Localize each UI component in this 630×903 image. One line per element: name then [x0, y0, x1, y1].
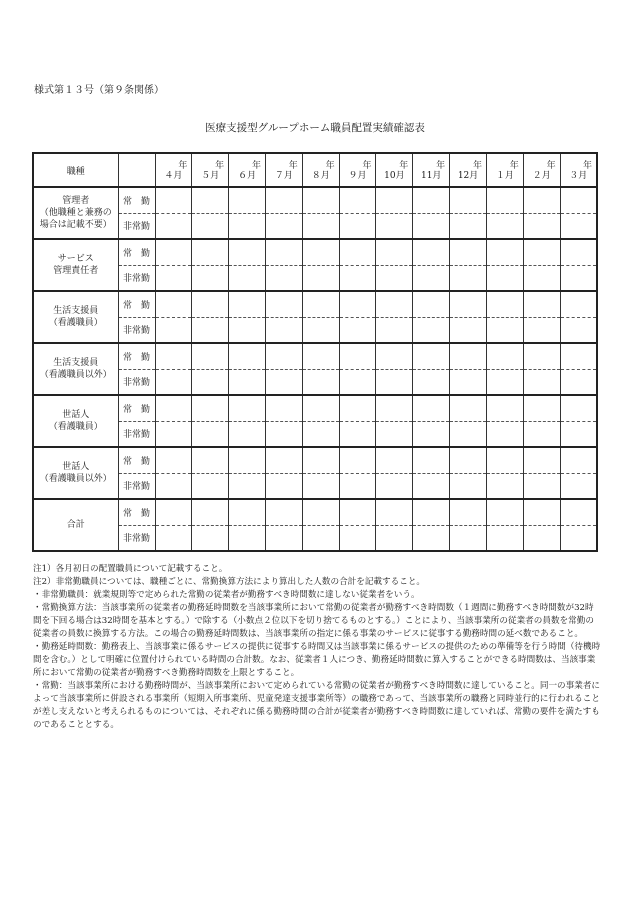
employment-full: 常 勤 — [118, 239, 155, 265]
entry-cell[interactable] — [450, 421, 487, 447]
entry-cell[interactable] — [413, 525, 450, 551]
entry-cell[interactable] — [229, 265, 266, 291]
month-label: 11月 — [420, 171, 442, 181]
role-line: 生活支援員 — [53, 305, 99, 316]
entry-cell[interactable] — [192, 239, 229, 265]
entry-cell[interactable] — [155, 187, 192, 213]
entry-cell[interactable] — [155, 343, 192, 369]
entry-cell[interactable] — [486, 369, 523, 395]
entry-cell[interactable] — [155, 395, 192, 421]
entry-cell[interactable] — [302, 447, 339, 473]
entry-cell[interactable] — [486, 317, 523, 343]
entry-cell[interactable] — [192, 369, 229, 395]
entry-cell[interactable] — [302, 395, 339, 421]
entry-cell[interactable] — [302, 525, 339, 551]
entry-cell[interactable] — [229, 343, 266, 369]
month-header — [376, 153, 413, 187]
entry-cell[interactable] — [229, 473, 266, 499]
entry-cell[interactable] — [265, 213, 302, 239]
month-header — [339, 153, 376, 187]
entry-cell[interactable] — [523, 447, 560, 473]
entry-cell[interactable] — [450, 187, 487, 213]
role-line: （看護職員） — [48, 318, 103, 328]
month-label: 10月 — [384, 171, 405, 181]
entry-cell[interactable] — [302, 213, 339, 239]
entry-cell[interactable] — [560, 187, 597, 213]
entry-cell[interactable] — [265, 499, 302, 525]
entry-cell[interactable] — [413, 447, 450, 473]
employment-part: 非常勤 — [118, 265, 155, 291]
entry-cell[interactable] — [523, 473, 560, 499]
entry-cell[interactable] — [265, 525, 302, 551]
year-label: 年 — [436, 161, 446, 171]
entry-cell[interactable] — [302, 369, 339, 395]
entry-cell[interactable] — [302, 499, 339, 525]
entry-cell[interactable] — [450, 343, 487, 369]
entry-cell[interactable] — [560, 369, 597, 395]
entry-cell[interactable] — [413, 187, 450, 213]
entry-cell[interactable] — [302, 239, 339, 265]
entry-cell[interactable] — [450, 291, 487, 317]
entry-cell[interactable] — [229, 291, 266, 317]
entry-cell[interactable] — [450, 369, 487, 395]
entry-cell[interactable] — [229, 395, 266, 421]
entry-cell[interactable] — [450, 525, 487, 551]
entry-cell[interactable] — [265, 291, 302, 317]
entry-cell[interactable] — [450, 239, 487, 265]
employment-part: 非常勤 — [118, 473, 155, 499]
entry-cell[interactable] — [265, 317, 302, 343]
entry-cell[interactable] — [560, 213, 597, 239]
entry-cell[interactable] — [339, 343, 376, 369]
role-label — [33, 343, 118, 395]
month-label: ６月 — [238, 171, 257, 181]
entry-cell[interactable] — [376, 317, 413, 343]
entry-cell[interactable] — [302, 291, 339, 317]
entry-cell[interactable] — [155, 421, 192, 447]
entry-cell[interactable] — [229, 447, 266, 473]
entry-cell[interactable] — [192, 317, 229, 343]
employment-full: 常 勤 — [118, 447, 155, 473]
month-header — [486, 153, 523, 187]
note-line: ・勤務延時間数：勤務表上、当該事業に係るサービスの提供に従事する時間又は当該事業に係るサービスの提供のための準備等を行う時間（待機時間を含む。）として明確に位置付けられている時間の合計数。なお、従業者１人につき、勤務延時間数に算入することができる時間数は、当該事業所において常勤の従業者が勤務すべき勤務時間数を上限とすること。 — [33, 642, 601, 678]
entry-cell[interactable] — [339, 369, 376, 395]
entry-cell[interactable] — [486, 525, 523, 551]
note-line: ・常勤：当該事業所における勤務時間が、当該事業所において定められている常勤の従業者が勤務すべき時間数に達していること。同一の事業者によって当該事業所に併設される事業所（短期入所事業所、児童発達支援事業所等）の職務であって、当該事業所の職務と同時並行的に行われることが差し支えないと考えられるものについては、それぞれに係る勤務時間の合計が従業者が勤務すべき時間数に達していれば、常勤の要件を満たすものであることとする。 — [33, 681, 601, 730]
entry-cell[interactable] — [486, 473, 523, 499]
entry-cell[interactable] — [560, 239, 597, 265]
entry-cell[interactable] — [155, 317, 192, 343]
entry-cell[interactable] — [265, 447, 302, 473]
entry-cell[interactable] — [339, 265, 376, 291]
entry-cell[interactable] — [265, 395, 302, 421]
month-label: ７月 — [274, 171, 293, 181]
entry-cell[interactable] — [339, 317, 376, 343]
entry-cell[interactable] — [560, 317, 597, 343]
role-line: 生活支援員 — [53, 357, 99, 368]
entry-cell[interactable] — [302, 473, 339, 499]
year-label: 年 — [288, 161, 298, 171]
entry-cell[interactable] — [229, 317, 266, 343]
entry-cell[interactable] — [192, 499, 229, 525]
year-label: 年 — [399, 161, 409, 171]
role-line: 場合は記載不要） — [39, 220, 112, 231]
year-label: 年 — [325, 161, 335, 171]
entry-cell[interactable] — [523, 239, 560, 265]
employment-part: 非常勤 — [118, 369, 155, 395]
entry-cell[interactable] — [560, 343, 597, 369]
entry-cell[interactable] — [523, 187, 560, 213]
entry-cell[interactable] — [155, 499, 192, 525]
month-label: 12月 — [457, 171, 479, 181]
year-label: 年 — [546, 161, 556, 171]
entry-cell[interactable] — [376, 525, 413, 551]
entry-cell[interactable] — [229, 213, 266, 239]
entry-cell[interactable] — [229, 421, 266, 447]
entry-cell[interactable] — [413, 291, 450, 317]
entry-cell[interactable] — [339, 187, 376, 213]
year-label: 年 — [509, 161, 519, 171]
entry-cell[interactable] — [155, 525, 192, 551]
month-header — [265, 153, 302, 187]
note-line: ・常勤換算方法：当該事業所の従業者の勤務延時間数を当該事業所において常勤の従業者が勤務すべき時間数（１週間に勤務すべき時間数が32時間を下回る場合は32時間を基本とする。）で除する（小数点２位以下を切り捨てるものとする。）ことにより、当該事業所の従業者の員数を常勤の従業者の員数に換算する方法。この場合の勤務延時間数は、当該事業所の指定に係る事業のサービスに従事する勤務時間の延べ数であること。 — [33, 603, 594, 639]
notes-section — [33, 563, 601, 732]
form-number: 様式第１３号（第９条関係） — [34, 85, 164, 96]
entry-cell[interactable] — [192, 447, 229, 473]
month-header — [523, 153, 560, 187]
role-label — [33, 447, 118, 499]
entry-cell[interactable] — [265, 473, 302, 499]
entry-cell[interactable] — [450, 317, 487, 343]
month-header — [302, 153, 339, 187]
entry-cell[interactable] — [413, 317, 450, 343]
entry-cell[interactable] — [413, 239, 450, 265]
entry-cell[interactable] — [413, 473, 450, 499]
entry-cell[interactable] — [229, 239, 266, 265]
entry-cell[interactable] — [450, 473, 487, 499]
entry-cell[interactable] — [486, 499, 523, 525]
entry-cell[interactable] — [376, 291, 413, 317]
entry-cell[interactable] — [229, 187, 266, 213]
entry-cell[interactable] — [486, 291, 523, 317]
entry-cell[interactable] — [376, 499, 413, 525]
note-line: ・非常勤職員：就業規則等で定められた常勤の従業者が勤務すべき時間数に達しない従業者をいう。 — [33, 590, 420, 600]
role-label — [33, 499, 118, 551]
entry-cell[interactable] — [192, 473, 229, 499]
note-line: 注1）各月初日の配置職員について記載すること。 — [33, 564, 228, 574]
entry-cell[interactable] — [560, 265, 597, 291]
entry-cell[interactable] — [155, 369, 192, 395]
role-line: 合計 — [66, 519, 85, 530]
entry-cell[interactable] — [192, 343, 229, 369]
entry-cell[interactable] — [265, 265, 302, 291]
month-header — [450, 153, 487, 187]
entry-cell[interactable] — [339, 213, 376, 239]
entry-cell[interactable] — [486, 421, 523, 447]
entry-cell[interactable] — [229, 499, 266, 525]
entry-cell[interactable] — [155, 447, 192, 473]
month-label: ９月 — [348, 171, 367, 181]
entry-cell[interactable] — [523, 213, 560, 239]
entry-cell[interactable] — [339, 291, 376, 317]
entry-cell[interactable] — [376, 447, 413, 473]
month-label: ３月 — [569, 171, 588, 181]
entry-cell[interactable] — [486, 265, 523, 291]
role-line: （他職種と兼務の — [39, 207, 112, 218]
entry-cell[interactable] — [376, 187, 413, 213]
role-line: （看護職員以外） — [39, 370, 112, 380]
entry-cell[interactable] — [302, 187, 339, 213]
role-line: （看護職員） — [48, 422, 103, 432]
role-label — [33, 239, 118, 291]
entry-cell[interactable] — [339, 421, 376, 447]
entry-cell[interactable] — [486, 213, 523, 239]
entry-cell[interactable] — [413, 369, 450, 395]
entry-cell[interactable] — [265, 369, 302, 395]
entry-cell[interactable] — [155, 265, 192, 291]
entry-cell[interactable] — [413, 421, 450, 447]
entry-cell[interactable] — [523, 499, 560, 525]
document-title: 医療支援型グループホーム職員配置実績確認表 — [205, 122, 425, 134]
entry-cell[interactable] — [523, 421, 560, 447]
entry-cell[interactable] — [560, 447, 597, 473]
entry-cell[interactable] — [192, 421, 229, 447]
entry-cell[interactable] — [523, 369, 560, 395]
entry-cell[interactable] — [339, 499, 376, 525]
entry-cell[interactable] — [339, 473, 376, 499]
employment-part: 非常勤 — [118, 421, 155, 447]
entry-cell[interactable] — [560, 395, 597, 421]
role-line: 管理者 — [62, 195, 90, 206]
entry-cell[interactable] — [413, 395, 450, 421]
entry-cell[interactable] — [376, 213, 413, 239]
entry-cell[interactable] — [302, 421, 339, 447]
year-label: 年 — [178, 161, 188, 171]
month-header — [155, 153, 192, 187]
entry-cell[interactable] — [192, 213, 229, 239]
entry-cell[interactable] — [192, 187, 229, 213]
year-label: 年 — [362, 161, 372, 171]
year-label: 年 — [251, 161, 261, 171]
entry-cell[interactable] — [376, 421, 413, 447]
entry-cell[interactable] — [302, 343, 339, 369]
entry-cell[interactable] — [450, 213, 487, 239]
month-header — [192, 153, 229, 187]
entry-cell[interactable] — [413, 499, 450, 525]
header-spacer — [118, 153, 155, 187]
entry-cell[interactable] — [192, 525, 229, 551]
staffing-table — [32, 152, 598, 552]
entry-cell[interactable] — [229, 525, 266, 551]
employment-full: 常 勤 — [118, 395, 155, 421]
entry-cell[interactable] — [450, 265, 487, 291]
entry-cell[interactable] — [155, 213, 192, 239]
entry-cell[interactable] — [413, 213, 450, 239]
entry-cell[interactable] — [523, 395, 560, 421]
entry-cell[interactable] — [155, 291, 192, 317]
entry-cell[interactable] — [265, 187, 302, 213]
entry-cell[interactable] — [265, 343, 302, 369]
employment-part: 非常勤 — [118, 525, 155, 551]
entry-cell[interactable] — [376, 395, 413, 421]
employment-full: 常 勤 — [118, 343, 155, 369]
entry-cell[interactable] — [155, 239, 192, 265]
entry-cell[interactable] — [376, 343, 413, 369]
entry-cell[interactable] — [523, 343, 560, 369]
note-line: 注2）非常勤職員については、職種ごとに、常勤換算方法により算出した人数の合計を記載すること。 — [33, 577, 426, 587]
entry-cell[interactable] — [486, 395, 523, 421]
entry-cell[interactable] — [339, 395, 376, 421]
role-label — [33, 395, 118, 447]
month-header — [560, 153, 597, 187]
role-line: 世話人 — [62, 461, 90, 472]
entry-cell[interactable] — [486, 447, 523, 473]
entry-cell[interactable] — [560, 421, 597, 447]
entry-cell[interactable] — [523, 525, 560, 551]
entry-cell[interactable] — [192, 395, 229, 421]
role-line: （看護職員以外） — [39, 474, 112, 484]
employment-part: 非常勤 — [118, 317, 155, 343]
entry-cell[interactable] — [413, 265, 450, 291]
role-line: サービス — [57, 253, 94, 264]
role-line: 世話人 — [62, 409, 90, 420]
employment-full: 常 勤 — [118, 187, 155, 213]
entry-cell[interactable] — [450, 447, 487, 473]
month-label: ２月 — [532, 171, 551, 181]
entry-cell[interactable] — [155, 473, 192, 499]
entry-cell[interactable] — [413, 343, 450, 369]
entry-cell[interactable] — [376, 265, 413, 291]
entry-cell[interactable] — [302, 317, 339, 343]
job-header: 職種 — [33, 153, 118, 187]
role-line: 管理責任者 — [53, 266, 99, 276]
entry-cell[interactable] — [376, 239, 413, 265]
month-header — [229, 153, 266, 187]
entry-cell[interactable] — [523, 317, 560, 343]
entry-cell[interactable] — [450, 395, 487, 421]
entry-cell[interactable] — [376, 369, 413, 395]
year-label: 年 — [582, 161, 592, 171]
entry-cell[interactable] — [560, 525, 597, 551]
entry-cell[interactable] — [192, 265, 229, 291]
entry-cell[interactable] — [560, 499, 597, 525]
entry-cell[interactable] — [302, 265, 339, 291]
entry-cell[interactable] — [486, 343, 523, 369]
entry-cell[interactable] — [339, 239, 376, 265]
month-label: ５月 — [201, 171, 220, 181]
entry-cell[interactable] — [192, 291, 229, 317]
entry-cell[interactable] — [376, 473, 413, 499]
month-header — [413, 153, 450, 187]
entry-cell[interactable] — [450, 499, 487, 525]
entry-cell[interactable] — [486, 239, 523, 265]
year-label: 年 — [472, 161, 482, 171]
entry-cell[interactable] — [229, 369, 266, 395]
month-label: １月 — [495, 171, 514, 181]
employment-full: 常 勤 — [118, 499, 155, 525]
entry-cell[interactable] — [265, 239, 302, 265]
entry-cell[interactable] — [486, 187, 523, 213]
entry-cell[interactable] — [339, 525, 376, 551]
role-label — [33, 291, 118, 343]
year-label: 年 — [215, 161, 225, 171]
entry-cell[interactable] — [523, 291, 560, 317]
entry-cell[interactable] — [265, 421, 302, 447]
employment-full: 常 勤 — [118, 291, 155, 317]
entry-cell[interactable] — [560, 291, 597, 317]
role-label — [33, 187, 118, 239]
entry-cell[interactable] — [339, 447, 376, 473]
entry-cell[interactable] — [560, 473, 597, 499]
entry-cell[interactable] — [523, 265, 560, 291]
month-label: ８月 — [311, 171, 330, 181]
employment-part: 非常勤 — [118, 213, 155, 239]
month-label: ４月 — [164, 171, 183, 181]
